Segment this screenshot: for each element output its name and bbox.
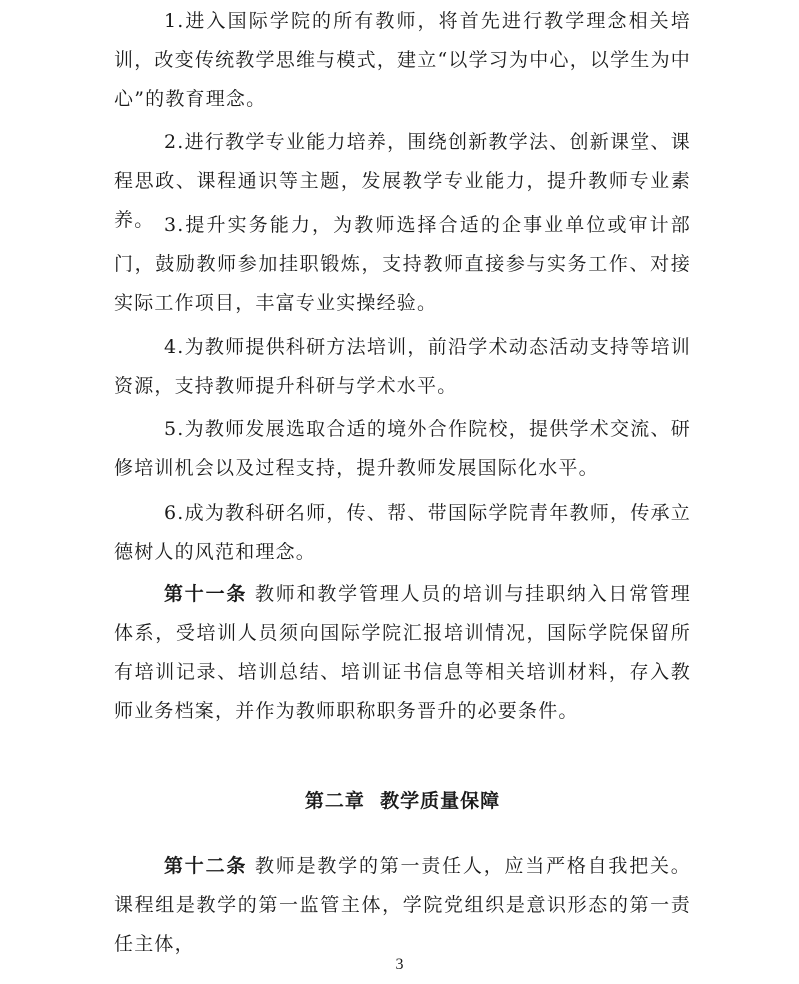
article-12-text: 教师是教学的第一责任人，应当严格自我把关。课程组是教学的第一监管主体，学院党组织是意识形态的第一责任主体，: [114, 855, 692, 955]
article-12: [114, 847, 691, 964]
page-number: 3: [395, 956, 404, 973]
article-11-heading: 第十一条: [164, 583, 248, 605]
list-item-1: 1.进入国际学院的所有教师，将首先进行教学理念相关培训，改变传统教学思维与模式，建立“以学习为中心，以学生为中心”的教育理念。: [114, 10, 691, 110]
list-item-6: 6.成为教科研名师，传、帮、带国际学院青年教师，传承立德树人的风范和理念。: [114, 502, 691, 563]
article-12-heading: 第十二条: [164, 855, 248, 877]
list-item-4: 4.为教师提供科研方法培训，前沿学术动态活动支持等培训资源，支持教师提升科研与学术水平。: [114, 336, 691, 397]
list-item-2: 2.进行教学专业能力培养，围绕创新教学法、创新课堂、课程思政、课程通识等主题，发展教学专业能力，提升教师专业素养。: [114, 131, 691, 231]
list-item-5: 5.为教师发展选取合适的境外合作院校，提供学术交流、研修培训机会以及过程支持，提升教师发展国际化水平。: [114, 418, 691, 479]
article-11: [114, 575, 691, 731]
list-item-3: 3.提升实务能力，为教师选择合适的企事业单位或审计部门，鼓励教师参加挂职锻炼，支持教师直接参与实务工作、对接实际工作项目，丰富专业实操经验。: [114, 214, 691, 314]
article-11-text: 教师和教学管理人员的培训与挂职纳入日常管理体系，受培训人员须向国际学院汇报培训情况，国际学院保留所有培训记录、培训总结、培训证书信息等相关培训材料，存入教师业务档案，并作为教师职称职务晋升的必要条件。: [114, 583, 692, 722]
chapter-title: 第二章 教学质量保障: [304, 790, 501, 812]
